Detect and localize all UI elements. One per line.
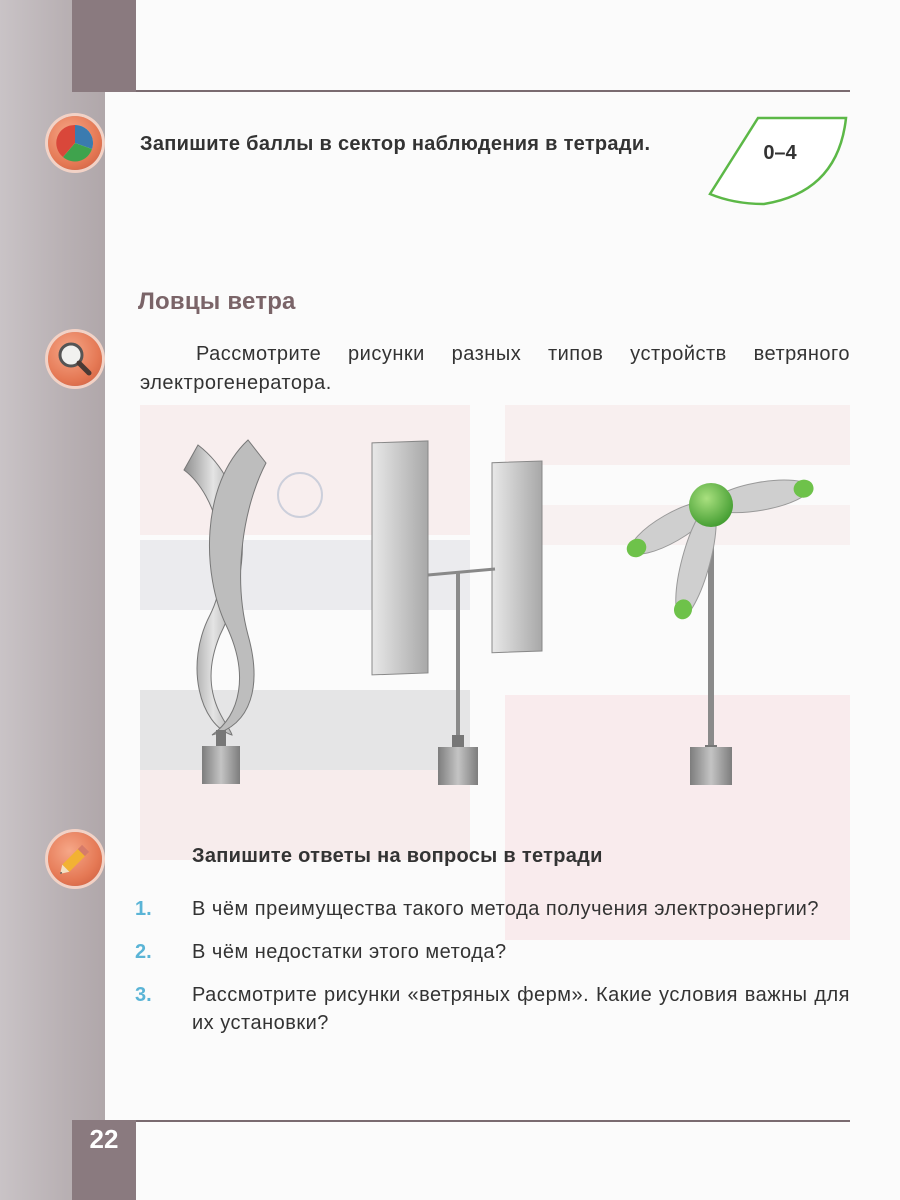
score-instruction: Запишите баллы в сектор наблюдения в тетради. (140, 133, 651, 155)
question-item (135, 895, 850, 923)
score-range: 0–4 (763, 142, 797, 164)
lead-paragraph: Рассмотрите рисунки разных типов устройств ветряного электрогенератора. (140, 343, 850, 394)
questions-list (135, 895, 850, 1052)
bottom-divider (136, 1120, 850, 1122)
pencil-icon (48, 832, 102, 886)
section-title: Ловцы ветра (138, 288, 296, 315)
question-item (135, 938, 850, 966)
question-item (135, 981, 850, 1037)
page-margin-sidebar (0, 0, 105, 1200)
questions-heading: Запишите ответы на вопросы в тетради (192, 845, 603, 867)
question-number: 2. (135, 941, 152, 963)
pie-chart-icon (48, 116, 102, 170)
magnifier-icon (48, 332, 102, 386)
question-number: 1. (135, 898, 152, 920)
top-corner-block (72, 0, 136, 92)
question-text: В чём преимущества такого метода получения электроэнергии? (192, 898, 819, 920)
question-text: В чём недостатки этого метода? (192, 941, 507, 963)
question-text: Рассмотрите рисунки «ветряных ферм». Какие условия важны для их установки? (192, 984, 850, 1034)
page-number: 22 (89, 1124, 119, 1154)
question-number: 3. (135, 984, 152, 1006)
top-divider (136, 90, 850, 92)
